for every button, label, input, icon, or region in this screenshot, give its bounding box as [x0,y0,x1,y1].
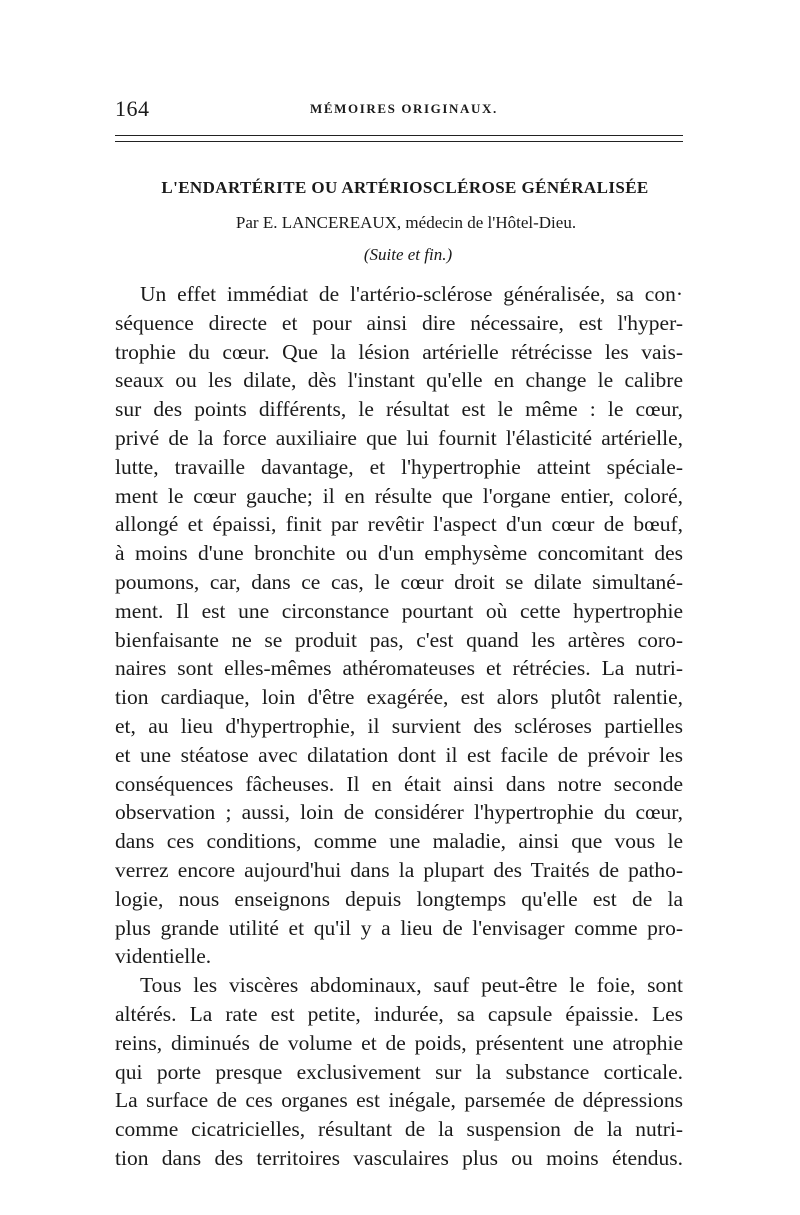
text-line: poumons, car, dans ce cas, le cœur droit se dilate simultané- [115,569,683,594]
text-line: reins, diminués de volume et de poids, présentent une atrophie [115,1030,683,1055]
text-line: verrez encore aujourd'hui dans la plupart des Traités de patho- [115,857,683,882]
text-line: et une stéatose avec dilatation dont il est facile de prévoir les [115,742,683,767]
text-line: dans ces conditions, comme une maladie, ainsi que vous le [115,829,683,854]
text-line: ment. Il est une circonstance pourtant où cette hypertrophie [115,598,683,623]
text-line: bienfaisante ne se produit pas, c'est quand les artères coro- [115,627,683,652]
article-byline: Par E. LANCEREAUX, médecin de l'Hôtel-Dieu. [235,213,577,232]
text-line: La surface de ces organes est inégale, parsemée de dépressions [115,1088,683,1113]
text-line: naires sont elles-mêmes athéromateuses et rétrécies. La nutri- [115,656,683,681]
text-line: sur des points différents, le résultat est le même : le cœur, [115,397,683,422]
text-line: Tous les viscères abdominaux, sauf peut-être le foie, sont [140,973,683,998]
text-line: qui porte presque exclusivement sur la substance corticale. [115,1059,683,1084]
article-title: L'ENDARTÉRITE OU ARTÉRIOSCLÉROSE GÉNÉRALISÉE [161,178,649,197]
text-line: lutte, travaille davantage, et l'hypertrophie atteint spéciale- [115,454,683,479]
text-line: plus grande utilité et qu'il y a lieu de l'envisager comme pro- [115,915,683,940]
page-number: 164 [115,96,150,121]
text-line: à moins d'une bronchite ou d'un emphysème concomitant des [115,541,683,566]
text-line: tion cardiaque, loin d'être exagérée, est alors plutôt ralentie, [115,685,683,710]
text-line: et, au lieu d'hypertrophie, il survient des scléroses partielles [115,713,683,738]
text-line: privé de la force auxiliaire que lui fournit l'élasticité artérielle, [115,425,683,450]
running-head [115,96,683,126]
text-line: ment le cœur gauche; il en résulte que l'organe entier, coloré, [115,483,683,508]
text-line: seaux ou les dilate, dès l'instant qu'elle en change le calibre [115,368,683,393]
text-line: comme cicatricielles, résultant de la suspension de la nutri- [115,1117,683,1142]
continuation-note [0,245,800,265]
text-line: Un effet immédiat de l'artério-sclérose généralisée, sa con· [140,282,683,306]
text-line: observation ; aussi, loin de considérer l'hypertrophie du cœur, [115,800,683,825]
text-line: trophie du cœur. Que la lésion artérielle rétrécisse les vais- [115,339,683,364]
text-line: conséquences fâcheuses. Il en était ainsi dans notre seconde [115,771,683,796]
article-body [115,280,683,1173]
text-line: allongé et épaissi, finit par revêtir l'aspect d'un cœur de bœuf, [115,512,683,537]
text-line: logie, nous enseignons depuis longtemps qu'elle est de la [115,886,683,911]
header-rule-top [115,135,683,136]
text-line: videntielle. [115,944,212,969]
continuation-text: (Suite et fin.) [363,245,453,264]
text-line: tion dans des territoires vasculaires plus ou moins étendus. [115,1145,683,1170]
text-line: altérés. La rate est petite, indurée, sa capsule épaissie. Les [115,1001,683,1026]
running-title: MÉMOIRES ORIGINAUX. [310,101,498,116]
text-line: séquence directe et pour ainsi dire nécessaire, est l'hyper- [115,310,683,335]
header-rule-bottom [115,141,683,142]
